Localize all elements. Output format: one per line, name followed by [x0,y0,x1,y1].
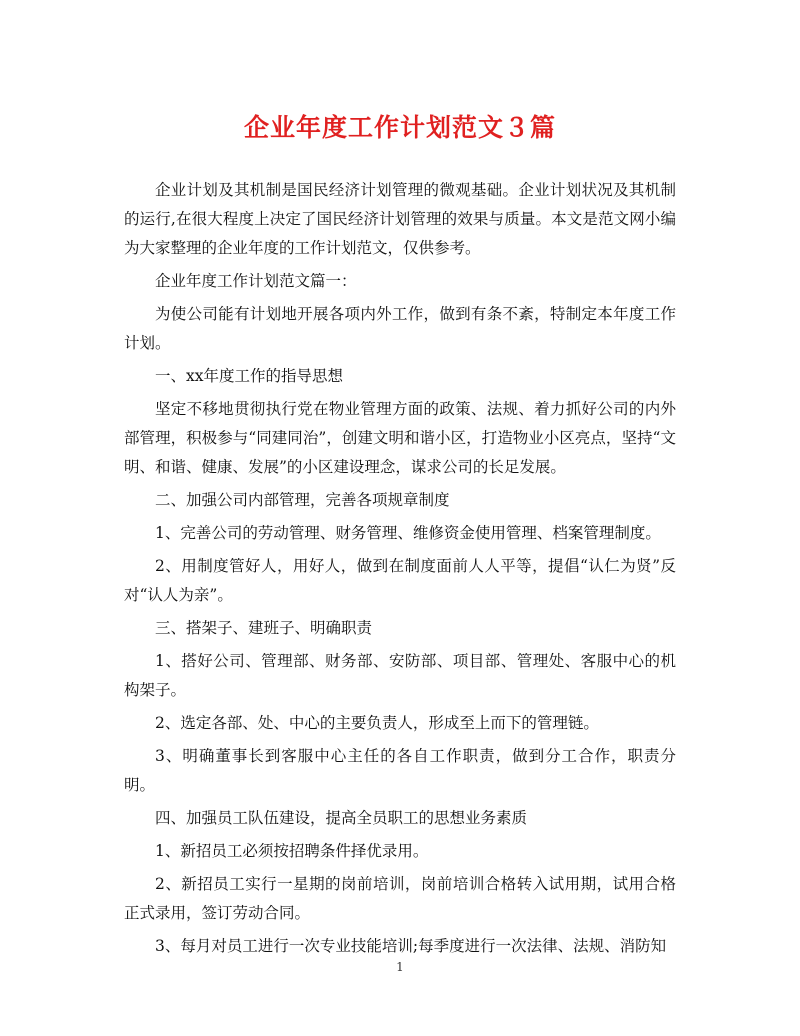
page-number: 1 [396,960,404,974]
paragraph: 2、选定各部、处、中心的主要负责人，形成至上而下的管理链。 [155,714,599,732]
paragraph: 企业年度工作计划范文篇一： [155,272,357,290]
paragraph: 四、加强员工队伍建设，提高全员职工的思想业务素质 [155,809,528,827]
paragraph: 3、明确董事长到客服中心主任的各自工作职责，做到分工合作，职责分明。 [124,747,676,794]
paragraph: 坚定不移地贯彻执行党在物业管理方面的政策、法规、着力抓好公司的内外部管理，积极参与“同建同治”，创建文明和谐小区，打造物业小区亮点，坚持“文明、和谐、健康、发展”的小区建设理念，谋求公司的长足发展。 [124,400,676,476]
paragraph: 3、每月对员工进行一次专业技能培训;每季度进行一次法律、法规、消防知 [155,937,667,955]
paragraph: 2、用制度管好人，用好人，做到在制度面前人人平等，提倡“认仁为贤”反对“认人为亲”。 [124,557,676,604]
paragraph: 二、加强公司内部管理，完善各项规章制度 [155,491,450,509]
paragraph: 1、完善公司的劳动管理、财务管理、维修资金使用管理、档案管理制度。 [155,524,661,542]
paragraph: 为使公司能有计划地开展各项内外工作，做到有条不紊，特制定本年度工作计划。 [124,305,676,352]
paragraph: 1、新招员工必须按招聘条件择优录用。 [155,842,429,860]
paragraph: 企业计划及其机制是国民经济计划管理的微观基础。企业计划状况及其机制的运行,在很大程度上决定了国民经济计划管理的效果与质量。本文是范文网小编为大家整理的企业年度的工作计划范文，仅供参考。 [124,181,676,257]
paragraph: 一、xx年度工作的指导思想 [155,367,343,385]
paragraph: 2、新招员工实行一星期的岗前培训，岗前培训合格转入试用期，试用合格正式录用，签订劳动合同。 [124,875,676,922]
document-title: 企业年度工作计划范文３篇 [243,113,556,142]
document-body [124,176,676,961]
paragraph: 三、搭架子、建班子、明确职责 [155,619,373,637]
paragraph: 1、搭好公司、管理部、财务部、安防部、项目部、管理处、客服中心的机构架子。 [124,652,676,699]
